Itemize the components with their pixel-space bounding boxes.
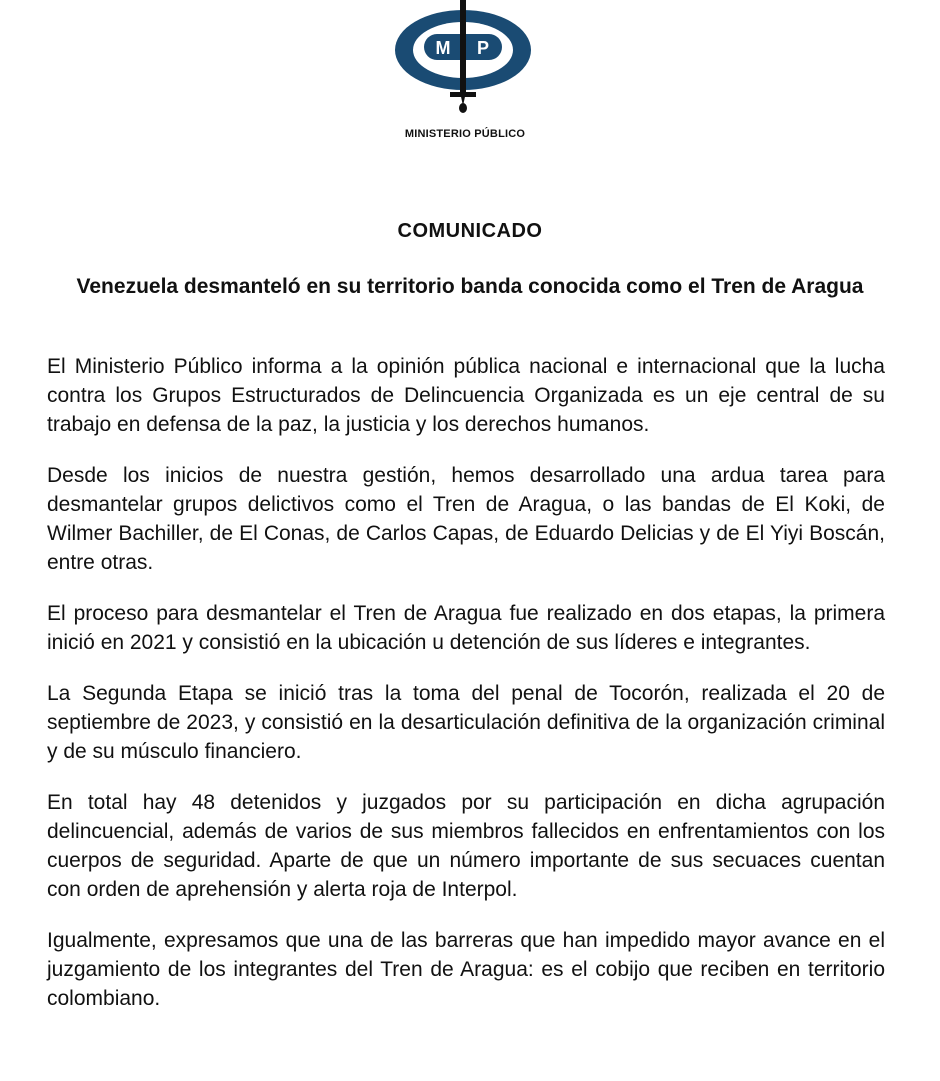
logo-caption: MINISTERIO PÚBLICO <box>404 128 526 140</box>
document-subtitle: Venezuela desmanteló en su territorio banda conocida como el Tren de Aragua <box>76 275 864 298</box>
logo-letter-p: P <box>476 38 490 58</box>
paragraph-1: El Ministerio Público informa a la opinión pública nacional e internacional que la lucha contra los Grupos Estructurados de Delincuencia Organizada es un eje central de su trabajo en defensa de la paz, la justicia y los derechos humanos. <box>47 355 885 436</box>
logo-letter-m: M <box>435 38 451 58</box>
document-heading: COMUNICADO <box>397 220 543 242</box>
paragraph-4: La Segunda Etapa se inició tras la toma del penal de Tocorón, realizada el 20 de septiembre de 2023, y consistió en la desarticulación definitiva de la organización criminal y de su músculo financiero. <box>47 682 885 763</box>
logo-emblem <box>380 0 550 128</box>
paragraph-2: Desde los inicios de nuestra gestión, hemos desarrollado una ardua tarea para desmantelar grupos delictivos como el Tren de Aragua, o las bandas de El Koki, de Wilmer Bachiller, de El Conas, de Carlos Capas, de Eduardo Delicias y de El Yiyi Boscán, entre otras. <box>47 464 885 574</box>
paragraph-5: En total hay 48 detenidos y juzgados por su participación en dicha agrupación delincuencial, además de varios de sus miembros fallecidos en enfrentamientos con los cuerpos de seguridad. Aparte de que un número importante de sus secuaces cuentan con orden de aprehensión y alerta roja de Interpol. <box>47 791 885 901</box>
paragraph-3: El proceso para desmantelar el Tren de Aragua fue realizado en dos etapas, la primera inició en 2021 y consistió en la ubicación u detención de sus líderes e integrantes. <box>47 602 885 654</box>
document-body <box>47 352 885 1035</box>
paragraph-6: Igualmente, expresamos que una de las barreras que han impedido mayor avance en el juzgamiento de los integrantes del Tren de Aragua: es el cobijo que reciben en territorio colombiano. <box>47 929 885 1010</box>
ministerio-publico-logo <box>380 0 550 150</box>
